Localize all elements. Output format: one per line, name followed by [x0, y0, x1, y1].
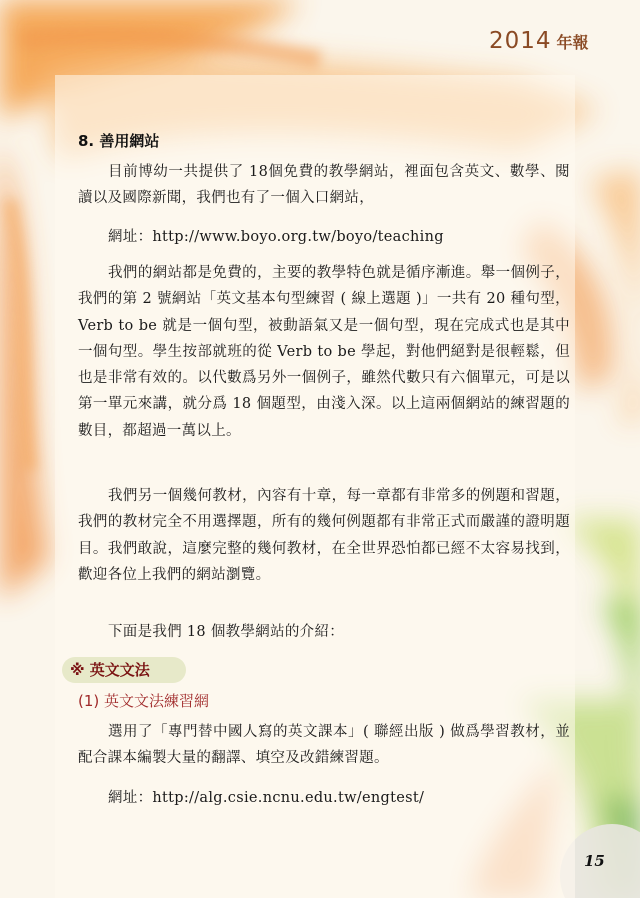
category-label: ※ 英文文法 — [70, 661, 150, 679]
report-year-suffix: 年報 — [556, 33, 589, 52]
paragraph-geometry: 我們另一個幾何教材，內容有十章，每一章都有非常多的例題和習題，我們的教材完全不用選擇題，所有的幾何例題都有非常正式而嚴謹的證明題目。我們敢說，這麼完整的幾何教材，在全世界恐怕都已經不太容易找到，歡迎各位上我們的網站瀏覽。 — [78, 488, 570, 583]
paragraph-intro: 目前博幼一共提供了 18個免費的教學網站，裡面包含英文、數學、閱讀以及國際新聞，我們也有了一個入口網站， — [78, 164, 570, 207]
report-year: 2014 — [489, 28, 552, 54]
annual-report-header — [489, 30, 589, 53]
section-title: 8. 善用網站 — [78, 132, 160, 150]
paragraph-list-intro: 下面是我們 18 個教學網站的介紹： — [108, 624, 345, 640]
page-number: 15 — [584, 852, 605, 870]
portal-url[interactable]: 網址：http://www.boyo.org.tw/boyo/teaching — [108, 229, 444, 245]
item-description: 選用了「專門替中國人寫的英文課本」( 聯經出版 ) 做爲學習教材，並配合課本編製大量的翻譯、填空及改錯練習題。 — [78, 724, 570, 767]
paragraph-features: 我們的網站都是免費的，主要的教學特色就是循序漸進。舉一個例子，我們的第 2 號網站「英文基本句型練習 ( 線上選題 )」一共有 20 種句型，Verb to be 就是一個句型，被動語氣又是一個句型，現在完成式也是其中一個句型。學生按部就班的從 Verb to be 學起，對他們絕對是很輕鬆，但也是非常有效的。以代數爲另外一個例子，雖然代數只有六個單元，可是以第一單元來講，就分爲 18 個題型，由淺入深。以上這兩個網站的練習題的數目，都超過一萬以上。 — [78, 265, 570, 439]
item-url[interactable]: 網址：http://alg.csie.ncnu.edu.tw/engtest/ — [108, 790, 425, 806]
item-title: (1) 英文文法練習網 — [78, 692, 210, 710]
